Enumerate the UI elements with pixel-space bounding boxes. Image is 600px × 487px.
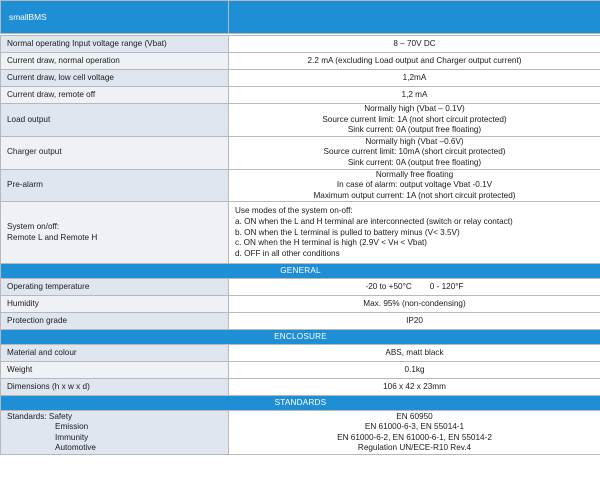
row-label: Weight [1, 362, 229, 379]
row-label: Operating temperature [1, 279, 229, 296]
value-line: EN 61000-6-3, EN 55014-1 [364, 422, 465, 432]
table-header [1, 1, 600, 34]
value-line: Normally high (Vbat –0.6V) [365, 136, 464, 146]
row-label: Load output [1, 104, 229, 137]
table-row [1, 104, 600, 137]
section-title: GENERAL [1, 264, 600, 279]
row-value: 0.1kg [229, 362, 600, 379]
value-celsius: -20 to +50°C [365, 282, 412, 292]
section-header-enclosure [1, 330, 600, 345]
table-row [1, 362, 600, 379]
value-fahrenheit: 0 - 120°F [429, 282, 464, 292]
value-line: d. OFF in all other conditions [235, 248, 340, 258]
row-label: Current draw, remote off [1, 87, 229, 104]
row-value [229, 279, 600, 296]
label-line: Immunity [55, 432, 89, 442]
row-value [229, 411, 600, 455]
label-line: Automotive [55, 443, 96, 453]
value-line: 1,2 mA [401, 89, 428, 99]
row-label: Material and colour [1, 345, 229, 362]
value-line: Normally free floating [375, 169, 454, 179]
row-label: Protection grade [1, 313, 229, 330]
table-row [1, 279, 600, 296]
value-line: Source current limit: 10mA (short circuit protected) [323, 147, 506, 157]
value-line: Sink current: 0A (output free floating) [347, 157, 482, 167]
row-label: Pre-alarm [1, 169, 229, 202]
value-line: Use modes of the system on-off: [235, 206, 353, 216]
row-value [229, 36, 600, 53]
value-line: b. ON when the L terminal is pulled to battery minus (V< 3.5V) [235, 227, 460, 237]
value-line: a. ON when the L and H terminal are interconnected (switch or relay contact) [235, 216, 513, 226]
label-line: Remote L and Remote H [7, 232, 98, 242]
table-row [1, 411, 600, 455]
section-header-general [1, 264, 600, 279]
value-line: Maximum output current: 1A (not short circuit protected) [313, 190, 516, 200]
header-right [229, 1, 600, 34]
value-line: 1,2mA [402, 72, 427, 82]
row-label: Current draw, low cell voltage [1, 70, 229, 87]
row-label [1, 411, 229, 455]
label-line: Standards: Safety [7, 411, 73, 421]
row-value: 106 x 42 x 23mm [229, 379, 600, 396]
row-value: ABS, matt black [229, 345, 600, 362]
row-label: Current draw, normal operation [1, 53, 229, 70]
section-title: STANDARDS [1, 396, 600, 411]
table-row [1, 379, 600, 396]
row-value [229, 169, 600, 202]
row-label: Charger output [1, 136, 229, 169]
value-line: EN 61000-6-2, EN 61000-6-1, EN 55014-2 [337, 432, 492, 442]
value-line: Regulation UN/ECE-R10 Rev.4 [357, 443, 472, 453]
label-line: System on/off: [7, 222, 60, 232]
row-label: Normal operating Input voltage range (Vbat) [1, 36, 229, 53]
row-value [229, 104, 600, 137]
value-line: Sink current: 0A (output free floating) [347, 125, 482, 135]
row-value [229, 136, 600, 169]
row-label [1, 202, 229, 264]
value-line: 8 – 70V DC [393, 38, 436, 48]
value-line: Source current limit: 1A (not short circuit protected) [322, 114, 507, 124]
section-header-standards [1, 396, 600, 411]
table-row [1, 36, 600, 53]
row-value [229, 202, 600, 264]
value-line: 2.2 mA (excluding Load output and Charger output current) [307, 55, 522, 65]
section-title: ENCLOSURE [1, 330, 600, 345]
table-row [1, 136, 600, 169]
table-row [1, 345, 600, 362]
row-label: Dimensions (h x w x d) [1, 379, 229, 396]
table-row [1, 202, 600, 264]
table-row [1, 296, 600, 313]
value-line: c. ON when the H terminal is high (2.9V < Vн < Vbat) [235, 238, 428, 248]
table-row [1, 169, 600, 202]
row-value [229, 70, 600, 87]
product-title: smallBMS [1, 1, 229, 34]
value-line: In case of alarm: output voltage Vbat -0.1V [336, 180, 493, 190]
label-line: Emission [55, 422, 89, 432]
value-line: EN 60950 [396, 411, 433, 421]
row-value: IP20 [229, 313, 600, 330]
row-value [229, 53, 600, 70]
value-line: Normally high (Vbat – 0.1V) [364, 104, 465, 113]
table-row [1, 313, 600, 330]
row-value [229, 87, 600, 104]
row-value: Max. 95% (non-condensing) [229, 296, 600, 313]
table-row [1, 87, 600, 104]
table-row [1, 53, 600, 70]
row-label: Humidity [1, 296, 229, 313]
table-row [1, 70, 600, 87]
